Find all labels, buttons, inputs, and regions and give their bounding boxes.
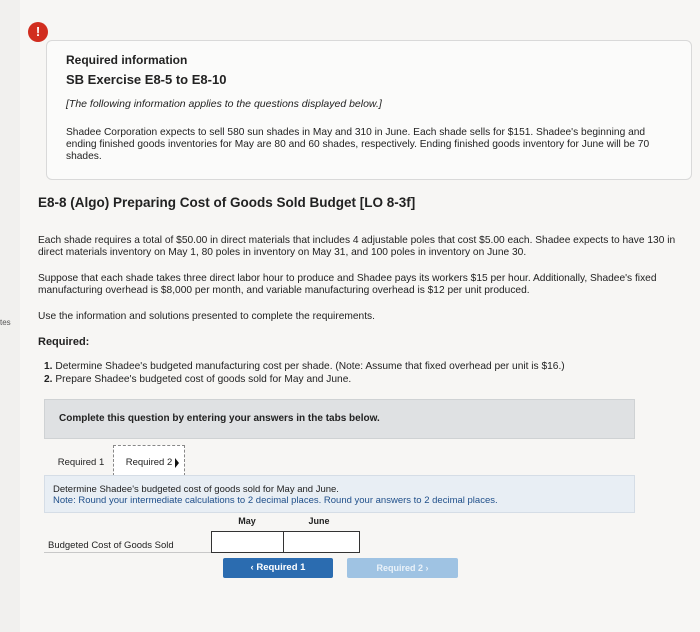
requirement-2-number: 2. [44, 374, 53, 385]
chevron-right-icon: › [423, 563, 429, 573]
complete-question-banner [44, 399, 635, 439]
required-label: Required: [38, 336, 90, 348]
row-label-cogs: Budgeted Cost of Goods Sold [48, 540, 174, 551]
banner-text: Complete this question by entering your answers in the tabs below. [59, 413, 380, 424]
next-required-2-button[interactable] [347, 558, 458, 578]
requirement-2-text: Prepare Shadee's budgeted cost of goods sold for May and June. [55, 374, 352, 385]
paragraph-labor-overhead: Suppose that each shade takes three direct labor hour to produce and Shadee pays its workers $15 per hour. Additionally, Shadee's fixed manufacturing overhead is $8,000 per month, and variable manufacturing overhead is $12 per unit produced. [38, 273, 657, 296]
tab-required-2[interactable]: Required 2 [113, 445, 185, 476]
requirement-2 [44, 373, 565, 386]
info-body: Shadee Corporation expects to sell 580 sun shades in May and 310 in June. Each shade sells for $151. Shadee's beginning and ending finished goods inventories for May are 80 and 60 shades, respectively. Ending finished goods inventory for June will be 70 shades. [66, 127, 650, 162]
exercise-title: SB Exercise E8-5 to E8-10 [66, 72, 227, 87]
requirement-1-number: 1. [44, 361, 53, 372]
may-cogs-input[interactable] [211, 531, 288, 553]
rounding-note: Note: Round your intermediate calculations to 2 decimal places. Round your answers to 2 decimal places. [53, 495, 498, 506]
column-header-may: May [238, 516, 256, 526]
info-note: [The following information applies to the questions displayed below.] [66, 98, 382, 110]
section-title: E8-8 (Algo) Preparing Cost of Goods Sold Budget [LO 8-3f] [38, 195, 416, 210]
requirements-list [44, 360, 565, 386]
instruction-text: Determine Shadee's budgeted cost of goods sold for May and June. [53, 484, 339, 495]
previous-required-1-button[interactable] [223, 558, 333, 578]
required-information-box [46, 40, 692, 180]
instruction-box [44, 475, 635, 513]
column-header-june: June [308, 516, 330, 526]
june-cogs-input[interactable] [283, 531, 360, 553]
info-heading: Required information [66, 53, 188, 67]
next-button-label: Required 2 [376, 563, 423, 573]
paragraph-materials: Each shade requires a total of $50.00 in direct materials that includes 4 adjustable poles that cost $5.00 each. Shadee expects to have 130 in direct materials inventory on May 1, 80 poles in inventory on May 31, and 100 poles in inventory on June 30. [38, 235, 676, 258]
requirement-1-text: Determine Shadee's budgeted manufacturing cost per shade. (Note: Assume that fixed overhead per unit is $16.) [55, 361, 565, 372]
alert-icon: ! [28, 22, 48, 42]
prev-button-label: Required 1 [256, 562, 306, 573]
cursor-arrow-icon [175, 458, 179, 468]
requirement-1 [44, 360, 565, 373]
edge-text: tes [0, 318, 11, 327]
paragraph-instructions: Use the information and solutions presented to complete the requirements. [38, 311, 375, 322]
tab-required-1[interactable]: Required 1 [57, 457, 105, 468]
chevron-left-icon: ‹ [250, 562, 257, 573]
